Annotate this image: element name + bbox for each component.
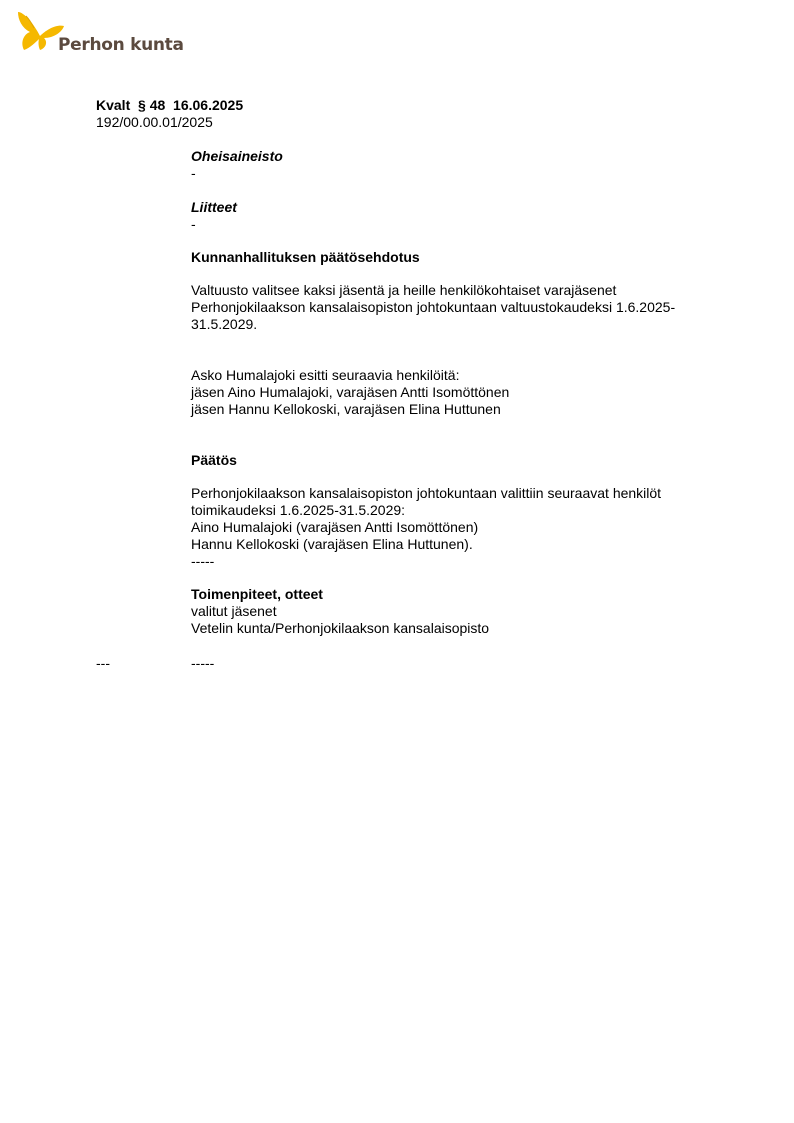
- decision-section: [191, 452, 711, 570]
- liitteet-value: -: [191, 216, 196, 232]
- document-header: [96, 97, 243, 131]
- nomination-section: [191, 367, 711, 418]
- proposal-line: Perhonjokilaakson kansalaisopiston johtokuntaan valtuustokaudeksi 1.6.2025-: [191, 299, 676, 315]
- nomination-line: Asko Humalajoki esitti seuraavia henkilöitä:: [191, 367, 460, 383]
- actions-line: Vetelin kunta/Perhonjokilaakson kansalaisopisto: [191, 620, 490, 636]
- actions-heading: Toimenpiteet, otteet: [191, 586, 323, 602]
- decision-line: Aino Humalajoki (varajäsen Antti Isomöttönen): [191, 519, 479, 535]
- proposal-line: 31.5.2029.: [191, 316, 258, 332]
- decision-line: Perhonjokilaakson kansalaisopiston johtokuntaan valittiin seuraavat henkilöt: [191, 485, 662, 501]
- actions-section: [191, 586, 711, 637]
- liitteet-section: [191, 199, 711, 233]
- record-number: 192/00.00.01/2025: [96, 114, 213, 130]
- decision-line: Hannu Kellokoski (varajäsen Elina Huttunen).: [191, 536, 473, 552]
- oheisaineisto-value: -: [191, 165, 196, 181]
- oheisaineisto-heading: Oheisaineisto: [191, 148, 283, 164]
- proposal-line: Valtuusto valitsee kaksi jäsentä ja heille henkilökohtaiset varajäsenet: [191, 282, 617, 298]
- municipality-logo: [16, 10, 186, 60]
- liitteet-heading: Liitteet: [191, 199, 237, 215]
- meeting-title: Kvalt § 48 16.06.2025: [96, 97, 244, 113]
- logo-text: Perhon kunta: [58, 35, 184, 55]
- decision-line: toimikaudeksi 1.6.2025-31.5.2029:: [191, 502, 406, 518]
- attachments-section: [191, 148, 711, 182]
- proposal-heading: Kunnanhallituksen päätösehdotus: [191, 249, 420, 265]
- footer-right-marker: -----: [191, 655, 215, 671]
- nomination-line: jäsen Aino Humalajoki, varajäsen Antti Isomöttönen: [191, 384, 510, 400]
- footer-left-marker: ---: [96, 655, 110, 671]
- nomination-line: jäsen Hannu Kellokoski, varajäsen Elina Huttunen: [191, 401, 501, 417]
- decision-line: -----: [191, 553, 215, 569]
- decision-heading: Päätös: [191, 452, 237, 468]
- actions-line: valitut jäsenet: [191, 603, 277, 619]
- proposal-section: [191, 249, 711, 333]
